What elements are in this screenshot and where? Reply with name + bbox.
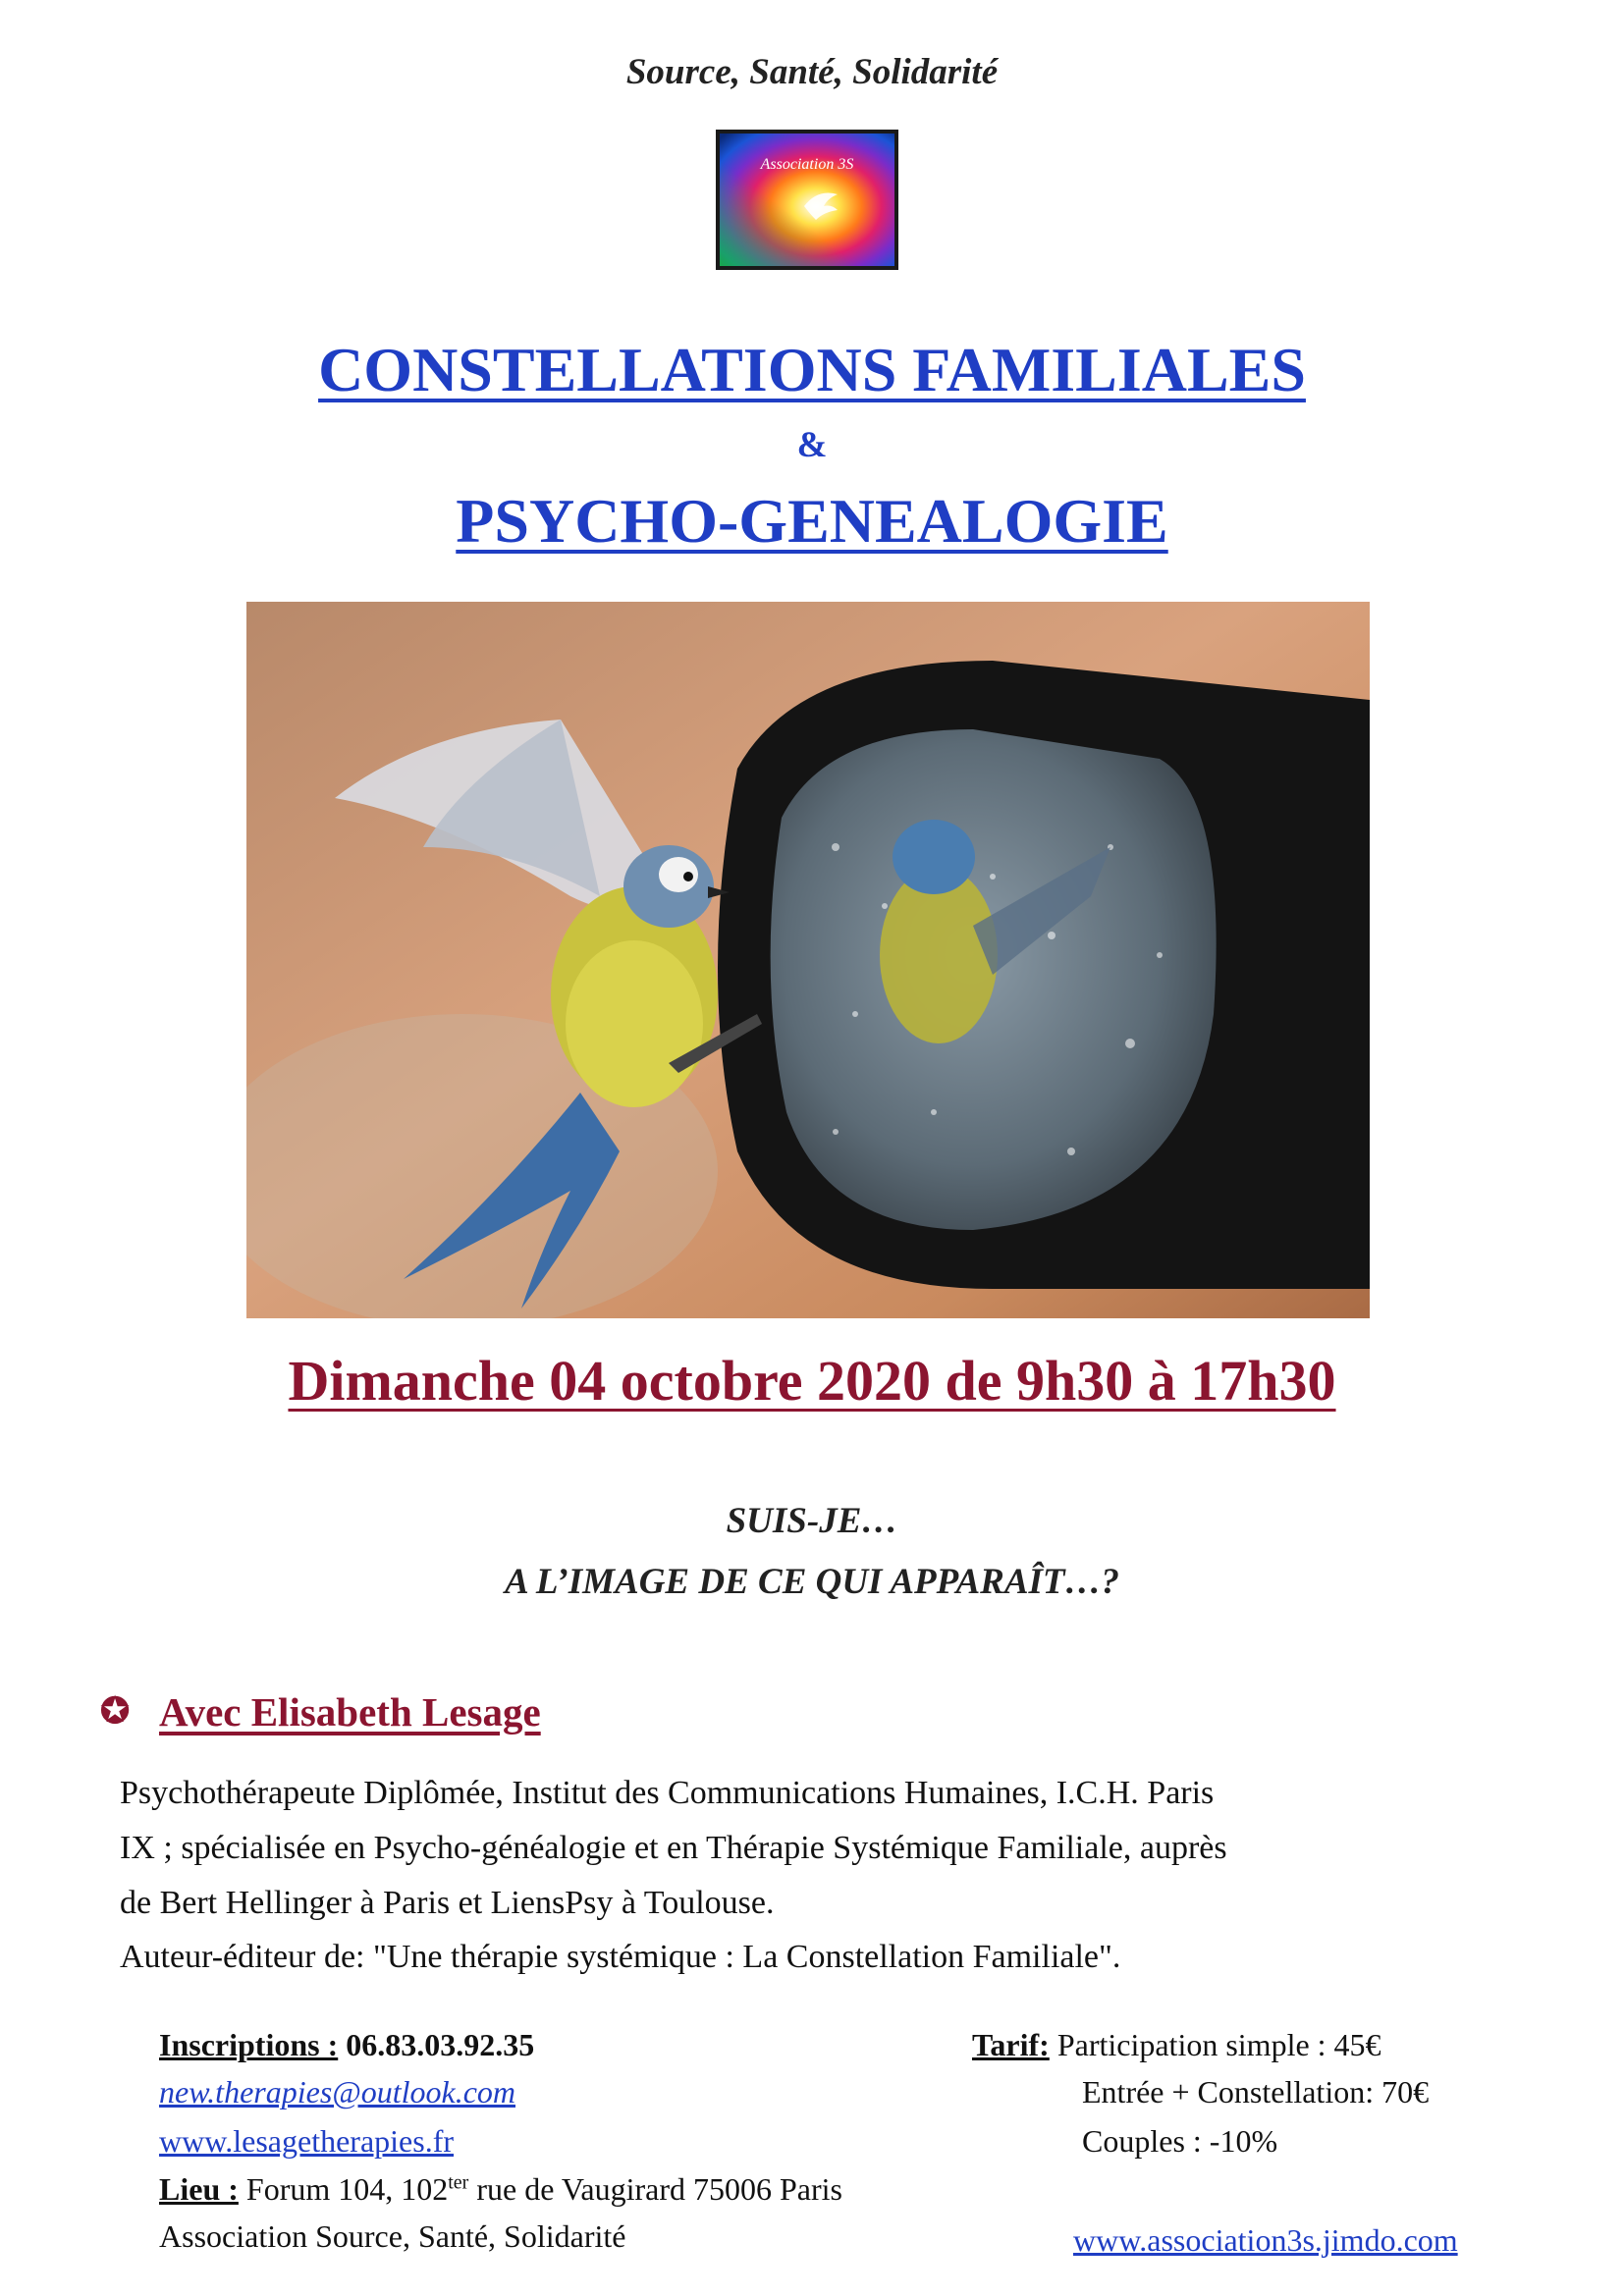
logo-text: Association 3S: [760, 156, 854, 173]
bio-line: Auteur-éditeur de: "Une thérapie systémique : La Constellation Familiale".: [120, 1939, 1121, 1975]
bio-line: de Bert Hellinger à Paris et LiensPsy à Toulouse.: [120, 1885, 775, 1921]
phone-number: 06.83.03.92.35: [346, 2027, 535, 2062]
association-logo: [716, 130, 898, 270]
email-link[interactable]: new.therapies@outlook.com: [159, 2074, 515, 2109]
inscriptions-line: [159, 2027, 534, 2063]
price-constellation: Entrée + Constellation: 70€: [1082, 2074, 1430, 2109]
pricing-line1: [972, 2027, 1381, 2063]
association-name: Association Source, Santé, Solidarité: [159, 2218, 626, 2254]
price-simple: Participation simple : 45€: [1056, 2027, 1381, 2062]
bird-mirror-photo: [246, 602, 1370, 1318]
title-ampersand: &: [796, 425, 828, 465]
website-link[interactable]: www.lesagetherapies.fr: [159, 2123, 455, 2159]
venue-line: [159, 2171, 842, 2208]
event-date: Dimanche 04 octobre 2020 de 9h30 à 17h30: [288, 1349, 1336, 1413]
main-title-line1: CONSTELLATIONS FAMILIALES: [318, 335, 1306, 404]
question-line1: SUIS-JE…: [726, 1501, 898, 1541]
bio-line: IX ; spécialisée en Psycho-généalogie et en Thérapie Systémique Familiale, auprès: [120, 1830, 1227, 1866]
star-circle-icon: ✪: [100, 1691, 131, 1731]
question-line2: A L’IMAGE DE CE QUI APPARAÎT…?: [504, 1562, 1120, 1602]
bio-line: Psychothérapeute Diplômée, Institut des Communications Humaines, I.C.H. Paris: [120, 1775, 1215, 1811]
presenter-name: Avec Elisabeth Lesage: [159, 1689, 541, 1735]
pricing-label: Tarif:: [972, 2027, 1050, 2062]
price-couples: Couples : -10%: [1082, 2123, 1278, 2159]
venue-label: Lieu :: [159, 2171, 239, 2207]
association-site-link[interactable]: www.association3s.jimdo.com: [1073, 2222, 1458, 2258]
venue-address: Forum 104, $102^{ter}$ rue de Vaugirard 75006 Paris: [245, 2171, 842, 2207]
inscriptions-label: Inscriptions :: [159, 2027, 339, 2062]
main-title-line2: PSYCHO-GENEALOGIE: [456, 486, 1168, 556]
tagline: Source, Santé, Solidarité: [625, 52, 999, 92]
